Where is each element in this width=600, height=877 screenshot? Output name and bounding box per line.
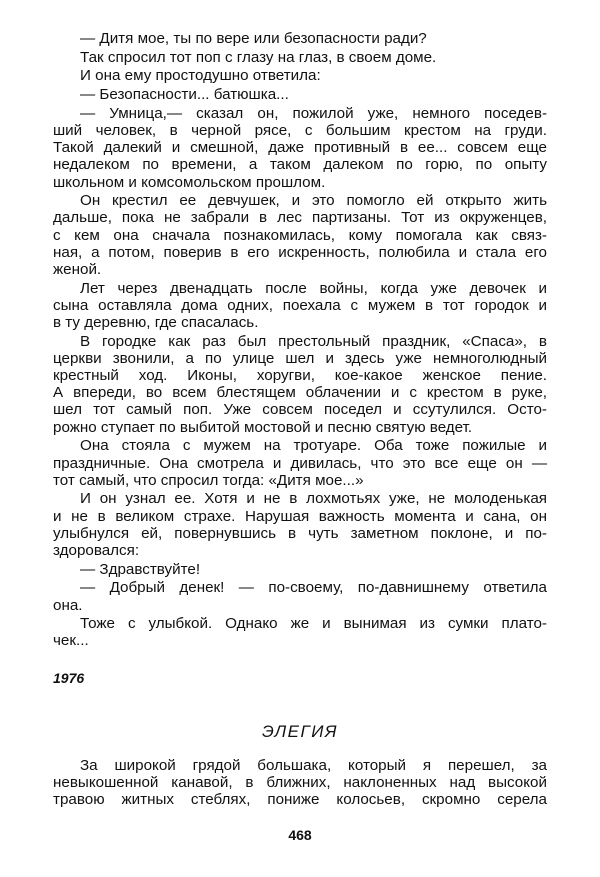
text-line: Тоже с улыбкой. Однако же и вынимая из сумки плато- xyxy=(80,615,547,633)
text-line: — Безопасности... батюшка... xyxy=(80,86,289,104)
paragraph xyxy=(53,30,547,47)
paragraph xyxy=(53,579,547,613)
paragraph xyxy=(53,67,547,84)
text-line: ший человек, в черной рясе, с большим крестом на груди. xyxy=(53,121,547,139)
text-line: Так спросил тот поп с глазу на глаз, в своем доме. xyxy=(80,48,437,66)
text-line: недалеком по времени, а таком далеком по горю, по опыту xyxy=(53,156,547,174)
elegy-text xyxy=(53,757,547,809)
paragraph xyxy=(53,615,547,649)
text-line: Он крестил ее девчушек, и это помогло ей открыто жить xyxy=(80,192,547,210)
paragraph xyxy=(53,490,547,559)
story-text xyxy=(53,30,547,650)
text-line: здоровался: xyxy=(53,541,140,559)
paragraph xyxy=(53,192,547,278)
text-line: и не в великом страхе. Нарушая важность момента и сана, он xyxy=(53,507,547,525)
text-line: — Здравствуйте! xyxy=(80,560,201,578)
text-line: травою житных стеблях, пониже колосьев, скромно серела xyxy=(53,791,547,809)
text-line: шел тот самый поп. Уже совсем поседел и ссутулился. Осто- xyxy=(53,401,547,419)
text-line: Такой далекий и смешной, даже противный в ее... совсем еще xyxy=(53,139,547,157)
paragraph xyxy=(53,86,547,103)
paragraph xyxy=(53,333,547,436)
paragraph xyxy=(53,49,547,66)
text-line: В городке как раз был престольный праздник, «Спаса», в xyxy=(80,332,547,350)
text-line: дальше, пока не забрали в лес партизаны. Тот из окруженцев, xyxy=(53,209,547,227)
text-line: рожно ступает по выбитой мостовой и песню святую ведет. xyxy=(53,418,473,436)
text-line: сына оставляла дома одних, поехала с мужем в тот городок и xyxy=(53,296,547,314)
text-line: ная, а потом, поверив в его искренность, полюбила и стала его xyxy=(53,243,547,261)
text-line: улыбнулся ей, повернувшись в чуть заметном поклоне, и по- xyxy=(53,524,547,542)
text-line: с кем она сначала познакомилась, кому помогала как связ- xyxy=(53,226,547,244)
text-line: в ту деревню, где спасалась. xyxy=(53,314,259,331)
text-line: — Дитя мое, ты по вере или безопасности ради? xyxy=(80,30,427,47)
page-number: 468 xyxy=(288,827,312,843)
story-date: 1976 xyxy=(53,670,85,686)
text-line: школьном и комсомольском прошлом. xyxy=(53,173,326,191)
text-line: — Добрый денек! — по-своему, по-давнишнему ответила xyxy=(80,579,547,597)
text-line: крестный ход. Иконы, хоругви, кое-какое женское пение. xyxy=(53,367,547,385)
text-line: тот самый, что спросил тогда: «Дитя мое...» xyxy=(53,471,364,489)
paragraph xyxy=(53,105,547,191)
text-line: — Умница,— сказал он, пожилой уже, немного поседев- xyxy=(80,104,547,122)
text-line: А впереди, во всем блестящем облачении и с крестом в руке, xyxy=(53,384,547,402)
text-line: Лет через двенадцать после войны, когда уже девочек и xyxy=(80,279,547,297)
text-line: церкви звонили, а по улице шел и здесь уже немноголюдный xyxy=(53,349,547,367)
paragraph xyxy=(53,561,547,578)
text-line: И он узнал ее. Хотя и не в лохмотьях уже, не молоденькая xyxy=(80,490,547,508)
text-line: За широкой грядой большака, который я перешел, за xyxy=(80,757,547,774)
text-line: чек... xyxy=(53,632,89,650)
paragraph xyxy=(53,757,547,809)
section-title: ЭЛЕГИЯ xyxy=(261,722,339,741)
text-line: праздничные. Она смотрела и дивилась, что это все еще он — xyxy=(53,454,547,472)
text-line: женой. xyxy=(53,260,102,278)
paragraph xyxy=(53,280,547,332)
text-line: невыкошенной канавой, в ближних, наклоненных над высокой xyxy=(53,774,547,792)
paragraph xyxy=(53,437,547,489)
text-line: Она стояла с мужем на тротуаре. Оба тоже пожилые и xyxy=(80,437,547,455)
text-line: она. xyxy=(53,596,83,614)
text-line: И она ему простодушно ответила: xyxy=(80,67,321,85)
